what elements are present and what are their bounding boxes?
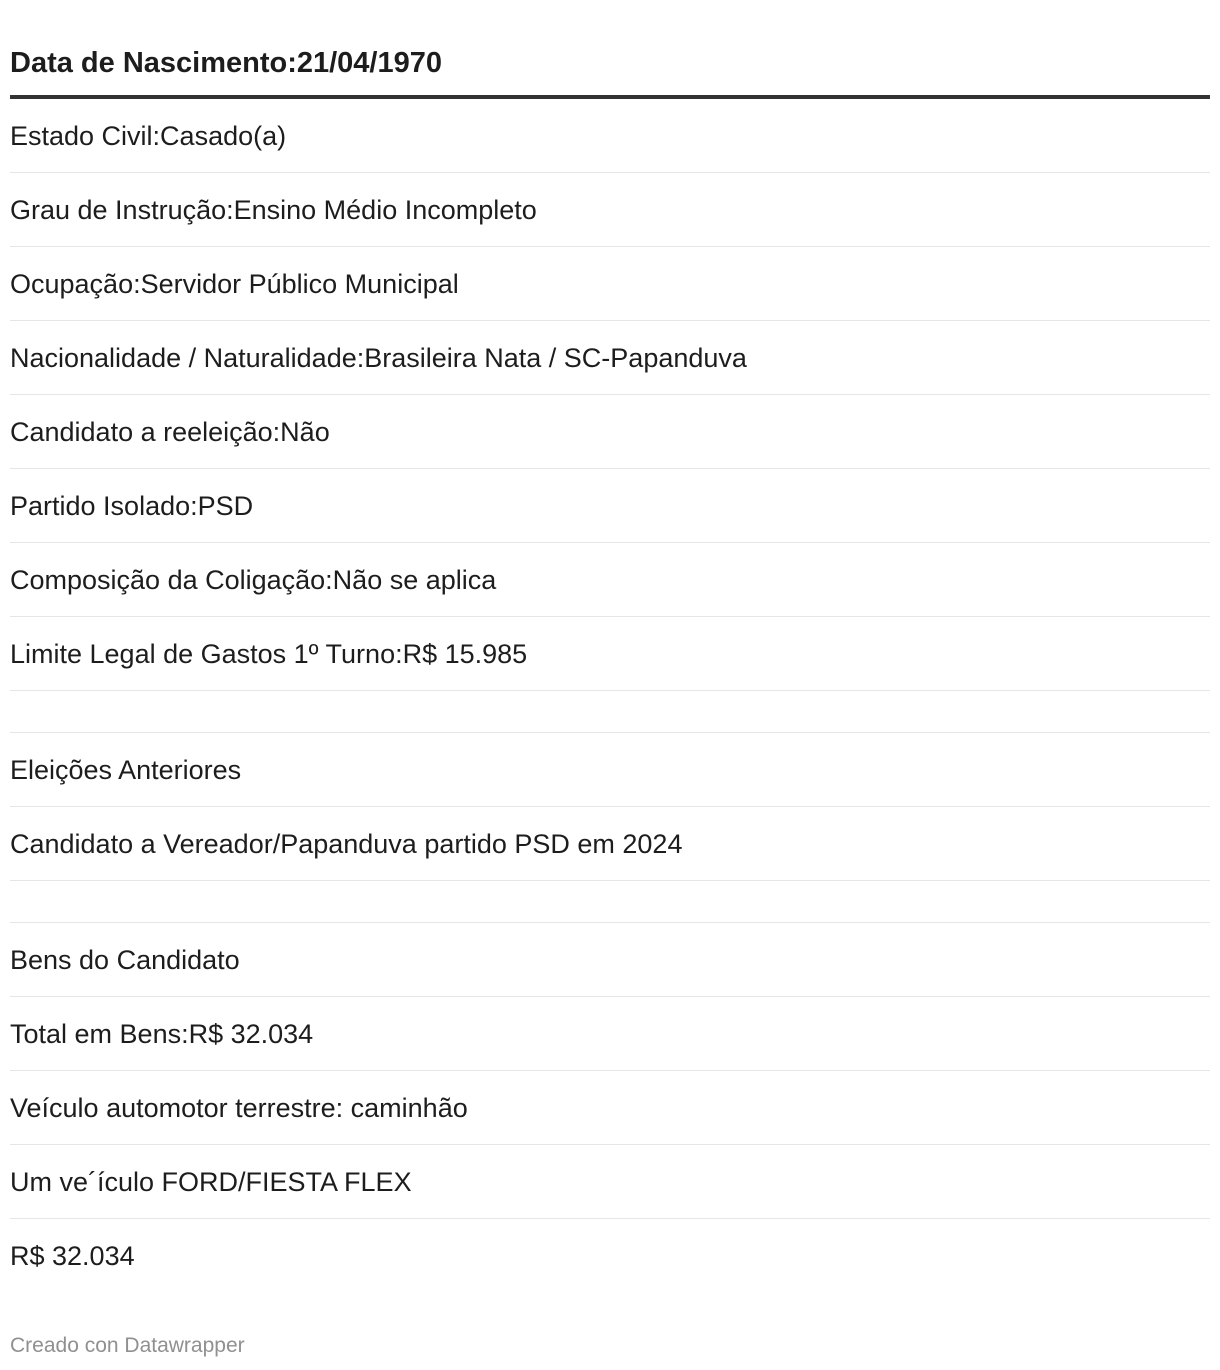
datawrapper-credit[interactable]: Creado con Datawrapper: [10, 1334, 245, 1357]
table-cell: Nacionalidade / Naturalidade:Brasileira Nata / SC-Papanduva: [10, 343, 747, 373]
table-row-total-bens: [10, 997, 1210, 1071]
table-row-empty: [10, 691, 1210, 733]
table-row-estado-civil: [10, 99, 1210, 173]
table-row-eleicoes-anteriores: [10, 733, 1210, 807]
table-cell: Candidato a Vereador/Papanduva partido PSD em 2024: [10, 829, 683, 859]
table-cell: Bens do Candidato: [10, 945, 240, 975]
table-cell: Total em Bens:R$ 32.034: [10, 1019, 314, 1049]
table-cell: Partido Isolado:PSD: [10, 491, 254, 521]
table-row-ocupacao: [10, 247, 1210, 321]
table-cell: R$ 32.034: [10, 1241, 135, 1271]
table-cell: Estado Civil:Casado(a): [10, 121, 287, 151]
table-cell: Ocupação:Servidor Público Municipal: [10, 269, 459, 299]
table-row-veiculo-ford: [10, 1145, 1210, 1219]
table-cell: Candidato a reeleição:Não: [10, 417, 330, 447]
table-cell: Composição da Coligação:Não se aplica: [10, 565, 497, 595]
table-header-row: [10, 0, 1210, 99]
data-table: [10, 0, 1210, 1293]
table-row-empty: [10, 881, 1210, 923]
table-cell: Eleições Anteriores: [10, 755, 242, 785]
table-cell: Veículo automotor terrestre: caminhão: [10, 1093, 468, 1123]
table-row-nacionalidade: [10, 321, 1210, 395]
table-row-partido: [10, 469, 1210, 543]
table-row-valor: [10, 1219, 1210, 1293]
table-cell: Limite Legal de Gastos 1º Turno:R$ 15.985: [10, 639, 528, 669]
table-row-reeleicao: [10, 395, 1210, 469]
table-row-veiculo-caminhao: [10, 1071, 1210, 1145]
table-header-cell: Data de Nascimento:21/04/1970: [10, 47, 442, 79]
table-row-limite-gastos: [10, 617, 1210, 691]
table-row-grau-instrucao: [10, 173, 1210, 247]
table-row-coligacao: [10, 543, 1210, 617]
table-cell: Um ve´ículo FORD/FIESTA FLEX: [10, 1167, 412, 1197]
table-row-bens-candidato: [10, 923, 1210, 997]
table-cell: Grau de Instrução:Ensino Médio Incompleto: [10, 195, 537, 225]
table-row-candidatura-2024: [10, 807, 1210, 881]
